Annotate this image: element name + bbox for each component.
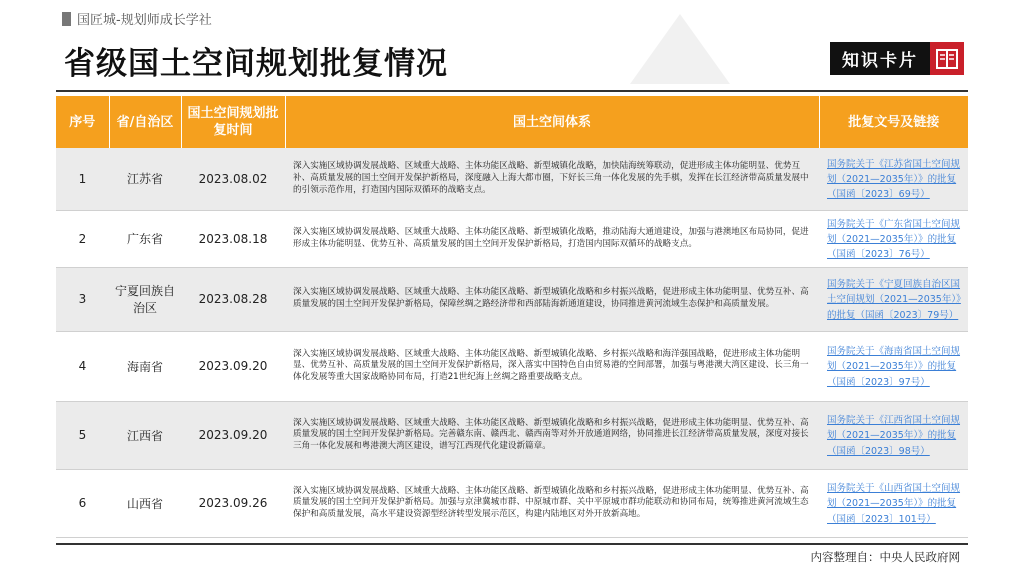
- row-system: 深入实施区域协调发展战略、区域重大战略、主体功能区战略、新型城镇化战略和乡村振兴战略，促进形成主体功能明显、优势互补、高质量发展的国土空间开发保护新格局。加强与京津冀城市群、中原城市群、关中平原城市群功能联动和协同布局，统筹推进黄河流域生态保护和高质量发展，高水平建设资源型经济转型发展示范区，构建内陆地区对外开放新高地。: [285, 469, 819, 537]
- row-system: 深入实施区域协调发展战略、区域重大战略、主体功能区战略、新型城镇化战略、乡村振兴战略和海洋强国战略，促进形成主体功能明显、优势互补、高质量发展的国土空间开发保护新格局，深入落实中国特色自由贸易港的空间部署，加强与粤港澳大湾区建设、长三角一体化发展等重大国家战略协同布局，打造21世纪海上丝绸之路重要战略支点。: [285, 331, 819, 401]
- row-date: 2023.09.20: [181, 401, 285, 469]
- header-approval-date: 国土空间规划批复时间: [181, 96, 285, 148]
- table-row: [56, 469, 968, 537]
- book-logo-icon: [930, 42, 964, 75]
- table-row: [56, 267, 968, 331]
- row-province: 江西省: [109, 401, 181, 469]
- table-row: [56, 210, 968, 267]
- approval-link[interactable]: 国务院关于《江西省国土空间规划（2021—2035年）》的批复（国函〔2023〕98号）: [827, 415, 961, 457]
- row-date: 2023.08.28: [181, 267, 285, 331]
- table-row: [56, 401, 968, 469]
- table-row: [56, 331, 968, 401]
- table-header-row: [56, 96, 968, 148]
- row-link-cell: [819, 401, 968, 469]
- row-index: 2: [56, 210, 109, 267]
- approval-link[interactable]: 国务院关于《海南省国土空间规划（2021—2035年）》的批复（国函〔2023〕97号）: [827, 346, 961, 388]
- row-system: 深入实施区域协调发展战略、区域重大战略、主体功能区战略、新型城镇化战略，推动陆海大通道建设，加强与港澳地区布局协同，促进形成主体功能明显、优势互补、高质量发展的国土空间开发保护新格局，打造国内国际双循环的战略支点。: [285, 210, 819, 267]
- header-index: 序号: [56, 96, 109, 148]
- row-link-cell: [819, 469, 968, 537]
- row-date: 2023.09.20: [181, 331, 285, 401]
- row-index: 1: [56, 148, 109, 210]
- bottom-divider: [56, 543, 968, 545]
- brand-bar-icon: [62, 12, 71, 26]
- table-row: [56, 148, 968, 210]
- header-province: 省/自治区: [109, 96, 181, 148]
- header-spatial-system: 国土空间体系: [285, 96, 819, 148]
- row-date: 2023.08.18: [181, 210, 285, 267]
- row-index: 4: [56, 331, 109, 401]
- knowledge-card-label: 知识卡片: [830, 42, 930, 75]
- source-note: 内容整理自：中央人民政府网: [810, 550, 960, 564]
- knowledge-card-badge: [830, 42, 964, 75]
- row-date: 2023.09.26: [181, 469, 285, 537]
- row-link-cell: [819, 148, 968, 210]
- row-system: 深入实施区域协调发展战略、区域重大战略、主体功能区战略、新型城镇化战略和乡村振兴战略，促进形成主体功能明显、优势互补、高质量发展的国土空间开发保护新格局，保障丝绸之路经济带和西部陆海新通道建设，协同推进黄河流域生态保护和高质量发展。: [285, 267, 819, 331]
- watermark-logo-icon: [620, 4, 740, 94]
- brand-bar: [62, 9, 212, 28]
- row-index: 3: [56, 267, 109, 331]
- row-province: 海南省: [109, 331, 181, 401]
- row-system: 深入实施区域协调发展战略、区域重大战略、主体功能区战略、新型城镇化战略和乡村振兴战略，促进形成主体功能明显、优势互补、高质量发展的国土空间开发保护新格局。完善赣东南、赣西北、赣西南等对外开放通道网络，协同推进长江经济带高质量发展，深度对接长三角一体化发展和粤港澳大湾区建设，谱写江西现代化建设新篇章。: [285, 401, 819, 469]
- row-province: 江苏省: [109, 148, 181, 210]
- brand-name: 国匠城-规划师成长学社: [77, 13, 212, 28]
- approval-link[interactable]: 国务院关于《宁夏回族自治区国土空间规划（2021—2035年）》的批复（国函〔2023〕79号）: [827, 279, 961, 321]
- row-index: 6: [56, 469, 109, 537]
- approval-table: [56, 96, 968, 538]
- approval-link[interactable]: 国务院关于《山西省国土空间规划（2021—2035年）》的批复（国函〔2023〕101号）: [827, 483, 961, 525]
- row-system: 深入实施区域协调发展战略、区域重大战略、主体功能区战略、新型城镇化战略，加快陆海统筹联动，促进形成主体功能明显、优势互补、高质量发展的国土空间开发保护新格局，深度融入上海大都市圈，下好长三角一体化发展的先手棋，发挥在长江经济带高质量发展中的引领示范作用，打造国内国际双循环的战略支点。: [285, 148, 819, 210]
- top-divider: [56, 90, 968, 92]
- row-index: 5: [56, 401, 109, 469]
- row-date: 2023.08.02: [181, 148, 285, 210]
- row-link-cell: [819, 210, 968, 267]
- page-title: 省级国土空间规划批复情况: [64, 46, 448, 82]
- row-province: 山西省: [109, 469, 181, 537]
- row-province: 宁夏回族自治区: [109, 267, 181, 331]
- approval-link[interactable]: 国务院关于《广东省国土空间规划（2021—2035年）》的批复（国函〔2023〕76号）: [827, 218, 961, 261]
- approval-link[interactable]: 国务院关于《江苏省国土空间规划（2021—2035年）》的批复（国函〔2023〕69号）: [827, 158, 961, 201]
- header-approval-link: 批复文号及链接: [819, 96, 968, 148]
- row-province: 广东省: [109, 210, 181, 267]
- row-link-cell: [819, 331, 968, 401]
- row-link-cell: [819, 267, 968, 331]
